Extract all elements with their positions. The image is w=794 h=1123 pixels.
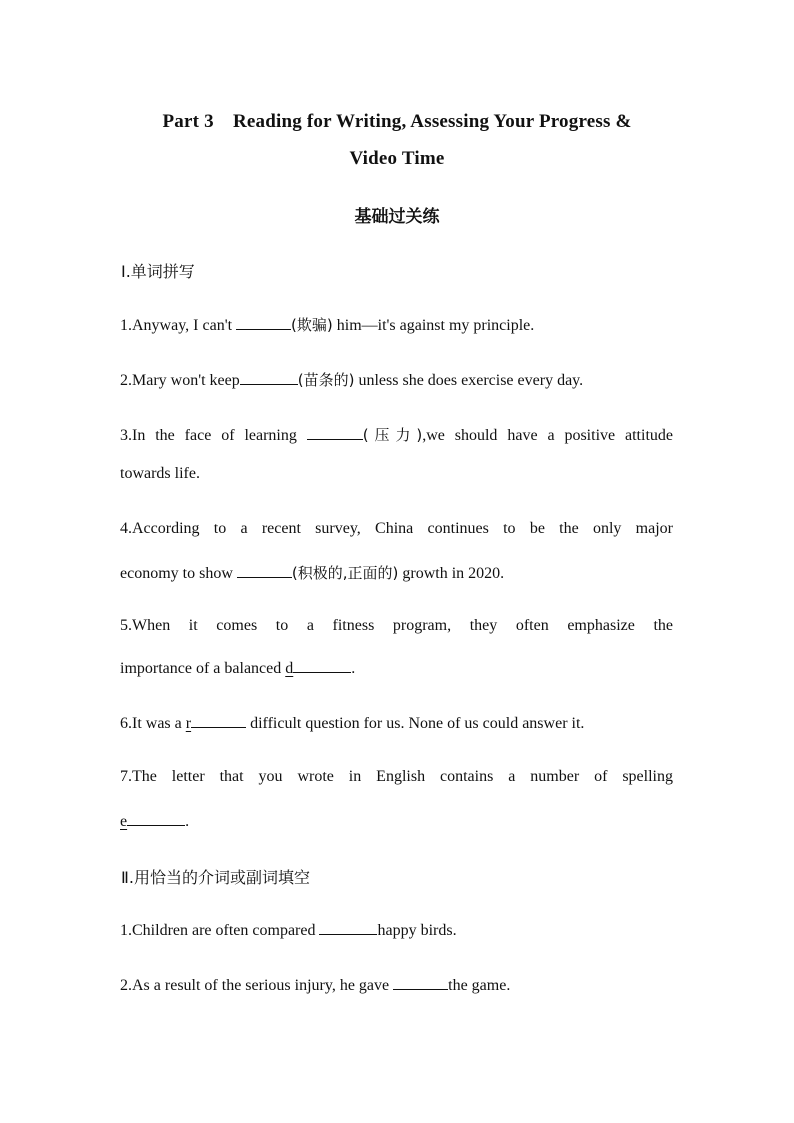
page-title-continued: Video Time: [349, 148, 445, 169]
answer-blank[interactable]: [237, 563, 292, 578]
section-2-heading: Ⅱ.用恰当的介词或副词填空: [121, 868, 310, 887]
question-number: 1.: [120, 922, 132, 939]
answer-blank[interactable]: [240, 370, 298, 385]
question-1-1: [120, 314, 673, 335]
question-1-4: [120, 520, 673, 538]
chinese-hint: (欺骗): [291, 316, 333, 334]
question-text: difficult question for us. None of us could answer it.: [246, 715, 585, 732]
question-text: According to a recent survey, China continues to be the only major: [132, 520, 673, 537]
question-text: happy birds.: [377, 922, 457, 939]
question-number: 6.: [120, 715, 132, 732]
question-number: 5.: [120, 617, 132, 634]
first-letter-hint: r: [185, 715, 192, 732]
question-text: The letter that you wrote in English contains a number of spelling: [132, 768, 673, 785]
question-number: 3.: [120, 427, 132, 444]
question-text: Mary won't keep: [132, 372, 240, 389]
question-text: growth in 2020.: [398, 565, 505, 582]
question-text: Children are often compared: [132, 922, 320, 939]
answer-blank[interactable]: [236, 315, 291, 330]
first-letter-hint: d: [285, 660, 294, 677]
question-1-7: [120, 768, 673, 786]
question-text: As a result of the serious injury, he gave: [132, 977, 394, 994]
question-number: 1.: [120, 317, 132, 334]
answer-blank[interactable]: [393, 975, 448, 990]
question-number: 2.: [120, 977, 132, 994]
question-1-4-continued: [120, 562, 673, 583]
question-1-3-continued: towards life.: [120, 465, 200, 482]
question-text: unless she does exercise every day.: [354, 372, 584, 389]
question-2-2: [120, 975, 673, 995]
question-text: .: [351, 660, 356, 677]
question-text: Anyway, I can't: [132, 317, 237, 334]
question-number: 4.: [120, 520, 132, 537]
chinese-hint: (压力): [362, 426, 423, 444]
question-1-2: [120, 369, 673, 390]
chinese-hint: (苗条的): [297, 371, 355, 389]
question-number: 2.: [120, 372, 132, 389]
question-1-6: [120, 713, 673, 733]
question-text: It was a: [132, 715, 186, 732]
question-number: 7.: [120, 768, 132, 785]
question-text: the game.: [448, 977, 511, 994]
section-1-heading: Ⅰ.单词拼写: [121, 262, 195, 281]
answer-blank[interactable]: [293, 658, 351, 673]
question-text: In the face of learning: [132, 427, 307, 444]
question-text: .: [185, 813, 190, 830]
question-1-5: [120, 617, 673, 635]
answer-blank[interactable]: [307, 425, 363, 440]
chinese-hint: (积极的,正面的): [291, 564, 399, 582]
question-text: importance of a balanced: [120, 660, 286, 677]
question-text: him—it's against my principle.: [332, 317, 535, 334]
question-2-1: [120, 920, 673, 940]
first-letter-hint: e: [120, 813, 128, 830]
question-text: ,we should have a positive attitude: [422, 427, 673, 444]
answer-blank[interactable]: [319, 920, 377, 935]
answer-blank[interactable]: [191, 713, 246, 728]
answer-blank[interactable]: [127, 811, 185, 826]
page-title: Part 3 Reading for Writing, Assessing Your Progress &: [162, 111, 632, 132]
question-text: When it comes to a fitness program, they often emphasize the: [132, 617, 673, 634]
question-text: economy to show: [120, 565, 237, 582]
question-1-7-continued: [120, 811, 673, 831]
question-1-3: [120, 424, 673, 445]
section-subtitle: 基础过关练: [354, 207, 440, 227]
question-1-5-continued: [120, 658, 673, 678]
